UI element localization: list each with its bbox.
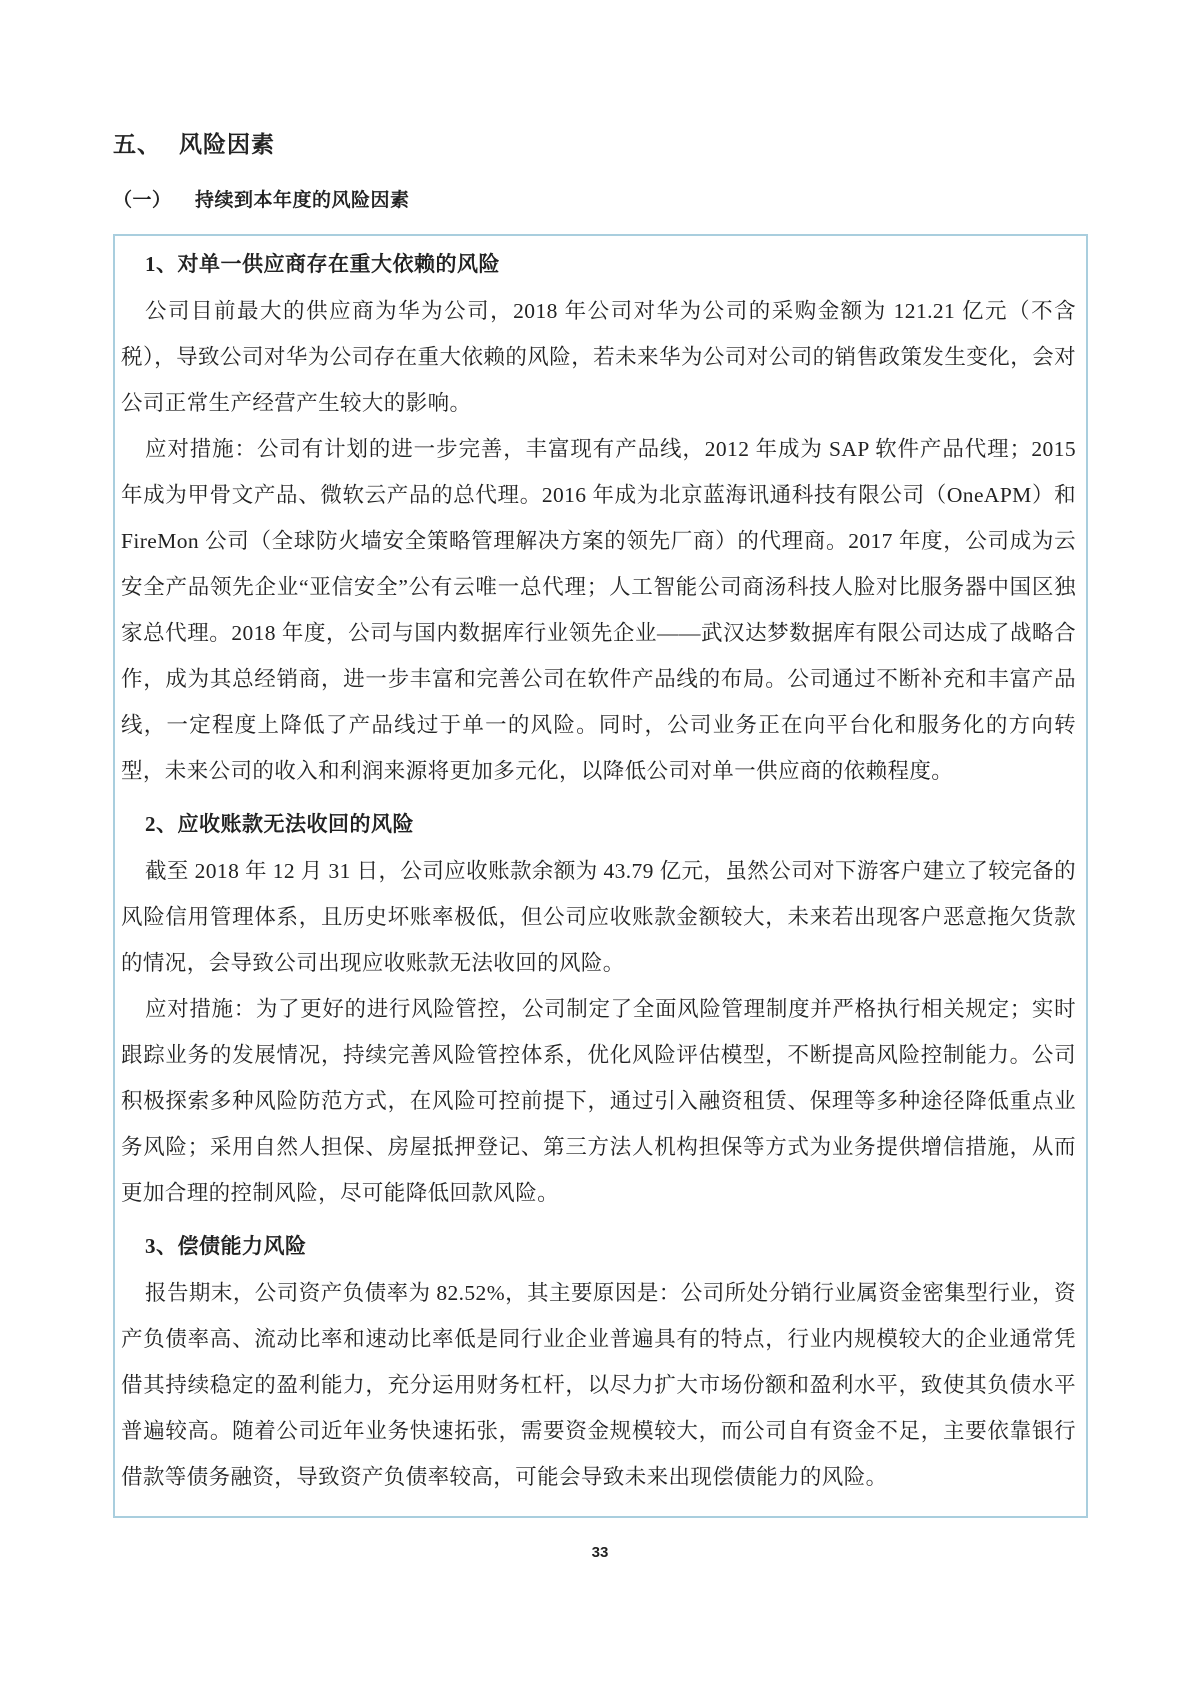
risk-item-1-paragraph-1: 公司目前最大的供应商为华为公司，2018 年公司对华为公司的采购金额为 121.21 亿元（不含税），导致公司对华为公司存在重大依赖的风险，若未来华为公司对公司的销售政策发生变化，会对公司正常生产经营产生较大的影响。 — [121, 299, 1076, 415]
risk-item-2-title: 2、应收账款无法收回的风险 — [145, 812, 414, 836]
risk-factors-box — [113, 234, 1088, 1518]
subsection-title: 持续到本年度的风险因素 — [195, 190, 410, 211]
risk-item-2-paragraph-1: 截至 2018 年 12 月 31 日，公司应收账款余额为 43.79 亿元，虽然公司对下游客户建立了较完备的风险信用管理体系，且历史坏账率极低，但公司应收账款金额较大，未来若出现客户恶意拖欠货款的情况，会导致公司出现应收账款无法收回的风险。 — [121, 859, 1076, 975]
risk-item-1-paragraph-2: 应对措施：公司有计划的进一步完善，丰富现有产品线，2012 年成为 SAP 软件产品代理；2015 年成为甲骨文产品、微软云产品的总代理。2016 年成为北京蓝海讯通科技有限公司（OneAPM）和 FireMon 公司（全球防火墙安全策略管理解决方案的领先厂商）的代理商。2017 年度，公司成为云安全产品领先企业“亚信安全”公有云唯一总代理；人工智能公司商汤科技人脸对比服务器中国区独家总代理。2018 年度，公司与国内数据库行业领先企业——武汉达梦数据库有限公司达成了战略合作，成为其总经销商，进一步丰富和完善公司在软件产品线的布局。公司通过不断补充和丰富产品线，一定程度上降低了产品线过于单一的风险。同时，公司业务正在向平台化和服务化的方向转型，未来公司的收入和利润来源将更加多元化，以降低公司对单一供应商的依赖程度。 — [121, 437, 1076, 783]
section-number: 五、 — [113, 132, 161, 157]
risk-item-1-title: 1、对单一供应商存在重大依赖的风险 — [145, 252, 500, 276]
risk-item-2-paragraph-2: 应对措施：为了更好的进行风险管控，公司制定了全面风险管理制度并严格执行相关规定；实时跟踪业务的发展情况，持续完善风险管控体系，优化风险评估模型，不断提高风险控制能力。公司积极探索多种风险防范方式，在风险可控前提下，通过引入融资租赁、保理等多种途径降低重点业务风险；采用自然人担保、房屋抵押登记、第三方法人机构担保等方式为业务提供增信措施，从而更加合理的控制风险，尽可能降低回款风险。 — [121, 997, 1076, 1205]
risk-item-3-paragraph-1: 报告期末，公司资产负债率为 82.52%，其主要原因是：公司所处分销行业属资金密集型行业，资产负债率高、流动比率和速动比率低是同行业企业普遍具有的特点，行业内规模较大的企业通常凭借其持续稳定的盈利能力，充分运用财务杠杆，以尽力扩大市场份额和盈利水平，致使其负债水平普遍较高。随着公司近年业务快速拓张，需要资金规模较大，而公司自有资金不足，主要依靠银行借款等债务融资，导致资产负债率较高，可能会导致未来出现偿债能力的风险。 — [121, 1281, 1076, 1489]
page-number: 33 — [591, 1544, 609, 1561]
subsection-heading — [113, 185, 1200, 212]
subsection-number: （一） — [113, 190, 172, 211]
risk-item-3-title: 3、偿债能力风险 — [145, 1234, 307, 1258]
section-title: 风险因素 — [179, 132, 275, 157]
section-heading — [113, 126, 1200, 159]
